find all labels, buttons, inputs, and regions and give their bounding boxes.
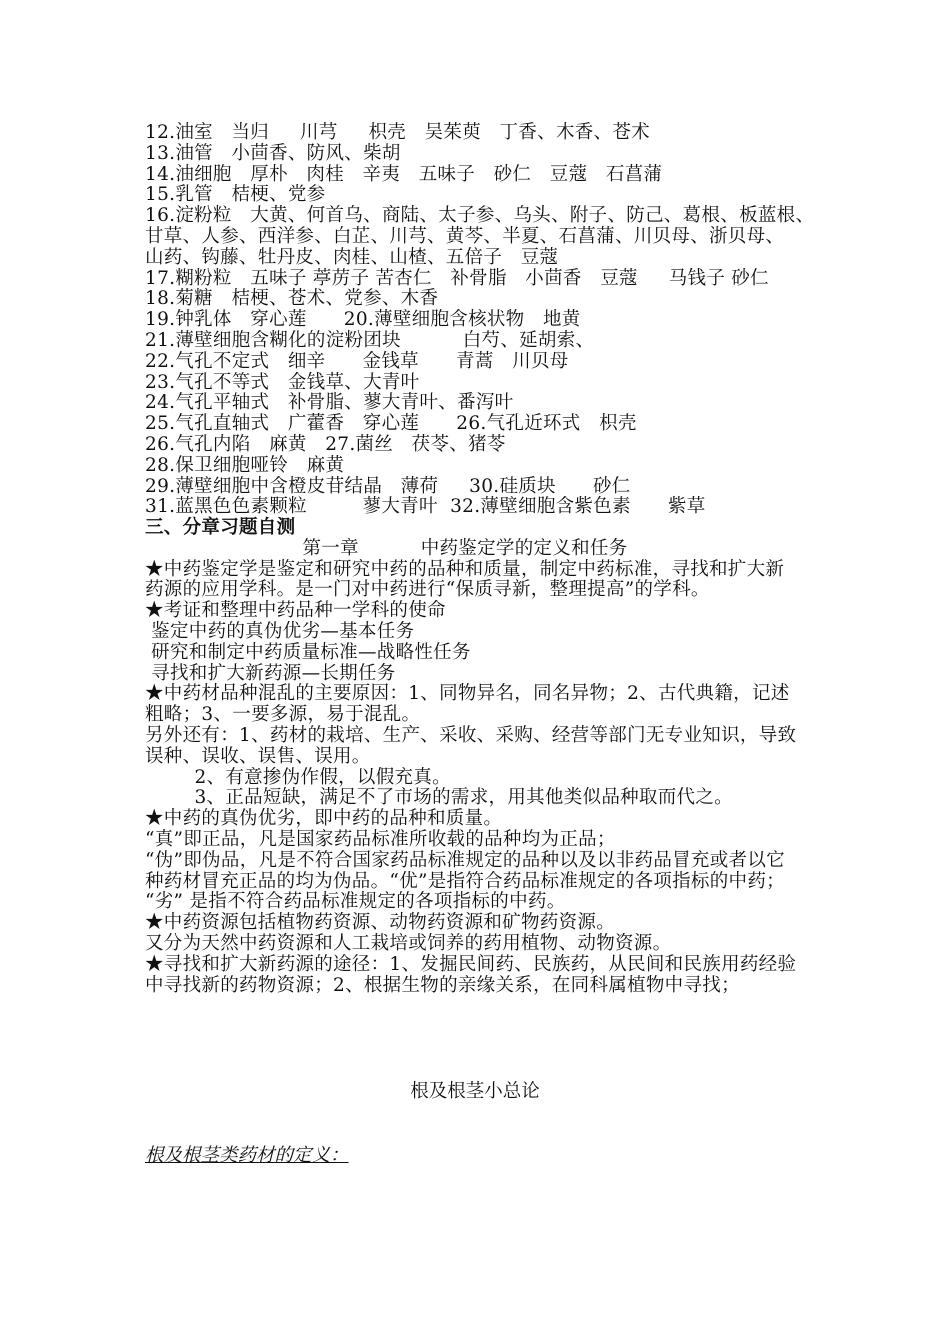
body-line: ★中药材品种混乱的主要原因：1、同物异名，同名异物；2、古代典籍，记述 [145, 683, 790, 705]
chapter-title: 第一章 中药鉴定学的定义和任务 [302, 537, 628, 559]
body-line: 中寻找新的药物资源；2、根据生物的亲缘关系，在同科属植物中寻找； [145, 974, 740, 996]
microscopic-features-list [145, 123, 825, 518]
list-line: 24.气孔平轴式 补骨脂、蓼大青叶、番泻叶 [145, 392, 514, 414]
list-line: 19.钟乳体 穿心莲 20.薄壁细胞含核状物 地黄 [145, 309, 581, 331]
body-line: ★寻找和扩大新药源的途径：1、发掘民间药、民族药，从民间和民族用药经验 [145, 953, 797, 975]
body-line: “真”即正品，凡是国家药品标准所收载的品种均为正品； [145, 828, 616, 850]
body-line: “劣” 是指不符合药品标准规定的各项指标的中药。 [145, 891, 566, 913]
list-line: 21.薄壁细胞含糊化的淀粉团块 白芍、延胡索、 [145, 329, 595, 351]
body-line: 粗略；3、一要多源，易于混乱。 [145, 704, 421, 726]
body-line: ★中药资源包括植物药资源、动物药资源和矿物药资源。 [145, 912, 616, 934]
list-line: 31.蓝黑色色素颗粒 蓼大青叶 32.薄壁细胞含紫色素 紫草 [145, 496, 706, 518]
list-line: 29.薄壁细胞中含橙皮苷结晶 薄荷 30.硅质块 砂仁 [145, 475, 631, 497]
list-line: 山药、钩藤、牡丹皮、肉桂、山楂、五倍子 豆蔻 [145, 246, 559, 268]
list-line: 14.油细胞 厚朴 肉桂 辛夷 五味子 砂仁 豆蔻 石菖蒲 [145, 163, 663, 185]
body-line: “伪”即伪品，凡是不符合国家药品标准规定的品种以及以非药品冒充或者以它 [145, 849, 785, 871]
chapter-body [145, 560, 825, 997]
body-line: ★考证和整理中药品种一学科的使命 [145, 600, 446, 622]
list-line: 26.气孔内陷 麻黄 27.菌丝 茯苓、猪苓 [145, 433, 506, 455]
body-line: 种药材冒充正品的均为伪品。“优”是指符合药品标准规定的各项指标的中药； [145, 870, 785, 892]
body-line: ★中药的真伪优劣，即中药的品种和质量。 [145, 808, 503, 830]
body-line: 又分为天然中药资源和人工栽培或饲养的药用植物、动物资源。 [145, 932, 672, 954]
list-line: 22.气孔不定式 细辛 金钱草 青蒿 川贝母 [145, 350, 569, 372]
chapter-section [145, 518, 825, 996]
list-line: 17.糊粉粒 五味子 葶苈子 苦杏仁 补骨脂 小茴香 豆蔻 马钱子 砂仁 [145, 267, 769, 289]
list-line: 28.保卫细胞哑铃 麻黄 [145, 454, 345, 476]
list-line: 甘草、人参、西洋参、白芷、川芎、黄芩、半夏、石菖蒲、川贝母、浙贝母、 [145, 225, 785, 247]
body-line: 药源的应用学科。是一门对中药进行“保质寻新，整理提高”的学科。 [145, 579, 710, 601]
body-line: 另外还有：1、药材的栽培、生产、采收、采购、经营等部门无专业知识，导致 [145, 724, 797, 746]
body-line: 寻找和扩大新药源—长期任务 [145, 662, 396, 684]
list-line: 18.菊糖 桔梗、苍术、党参、木香 [145, 288, 439, 310]
definition-heading: 根及根茎类药材的定义： [145, 1145, 349, 1166]
body-line: 3、正品短缺，满足不了市场的需求，用其他类似品种取而代之。 [145, 787, 733, 809]
list-line: 23.气孔不等式 金钱草、大青叶 [145, 371, 420, 393]
body-line: ★中药鉴定学是鉴定和研究中药的品种和质量，制定中药标准，寻找和扩大新 [145, 558, 785, 580]
list-line: 12.油室 当归 川芎 枳壳 吴茱萸 丁香、木香、苍术 [145, 122, 650, 143]
body-line: 研究和制定中药质量标准—战略性任务 [145, 641, 471, 663]
list-line: 25.气孔直轴式 广藿香 穿心莲 26.气孔近环式 枳壳 [145, 413, 637, 435]
list-line: 16.淀粉粒 大黄、何首乌、商陆、太子参、乌头、附子、防己、葛根、板蓝根、 [145, 205, 815, 227]
body-line: 2、有意掺伪作假，以假充真。 [145, 766, 451, 788]
section-title: 三、分章习题自测 [145, 517, 296, 538]
body-line: 误种、误收、误售、误用。 [145, 745, 371, 767]
summary-title: 根及根茎小总论 [410, 1081, 540, 1102]
list-line: 13.油管 小茴香、防风、柴胡 [145, 142, 401, 164]
list-line: 15.乳管 桔梗、党参 [145, 184, 326, 206]
body-line: 鉴定中药的真伪优劣—基本任务 [145, 620, 415, 642]
